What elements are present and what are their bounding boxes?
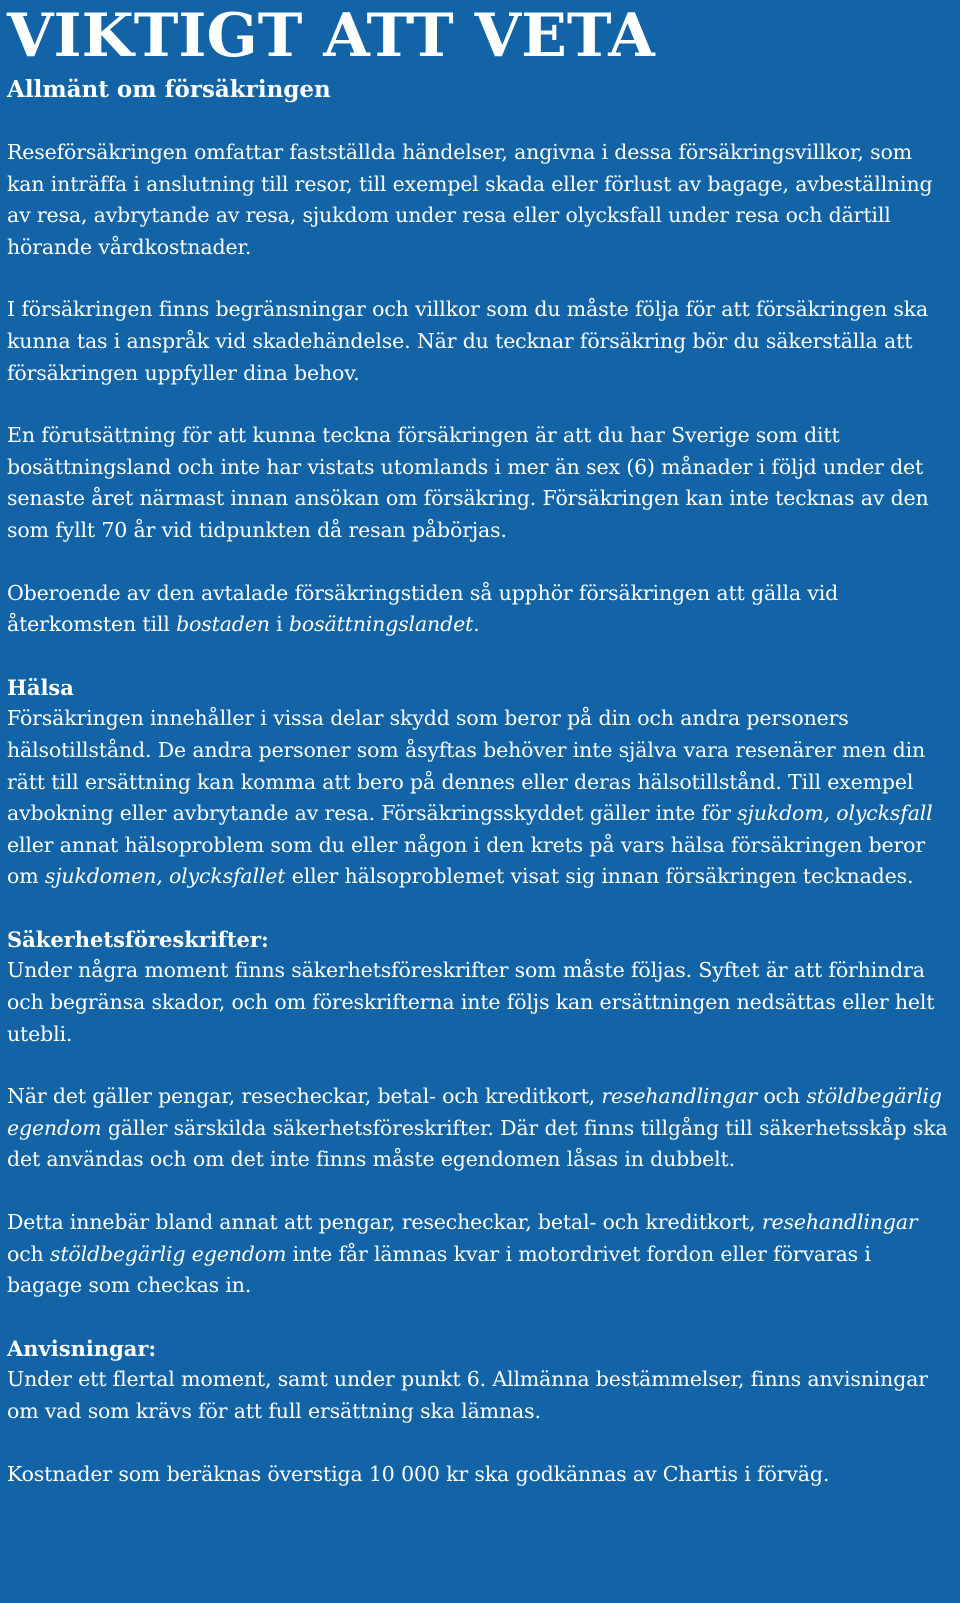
text-run: Detta innebär bland annat att pengar, resecheckar, betal- och kreditkort, bbox=[7, 1210, 762, 1235]
spacer bbox=[7, 263, 950, 294]
spacer bbox=[7, 1050, 950, 1081]
defined-term: bosättningslandet bbox=[288, 612, 474, 637]
spacer bbox=[7, 389, 950, 420]
text-run: När det gäller pengar, resecheckar, betal- och kreditkort, bbox=[7, 1084, 602, 1109]
text-run: och bbox=[7, 1241, 50, 1266]
defined-term: stöldbegärlig egendom bbox=[7, 1084, 942, 1140]
text-run: Försäkringen innehåller i vissa delar skydd som beror på din och andra personers hälsotillstånd. De andra personer som åsyftas behöver inte själva vara resenärer men din rätt till ersättning kan komma att bero på dennes eller deras hälsotillstånd. Till exempel avbokning eller avbrytande av resa. Försäkringsskyddet gäller inte för bbox=[7, 706, 926, 826]
text-run: inte får lämnas kvar i motordrivet fordon eller förvaras i bagage som checkas in. bbox=[7, 1241, 871, 1298]
paragraph-health bbox=[7, 703, 950, 893]
paragraph-instructions-2: Kostnader som beräknas överstiga 10 000 kr ska godkännas av Chartis i förväg. bbox=[7, 1461, 830, 1486]
text-run: eller annat hälsoproblem som du eller någon i den krets på vars hälsa försäkringen beror om bbox=[7, 832, 925, 889]
section-heading-general: Allmänt om försäkringen bbox=[7, 76, 331, 103]
defined-term: resehandlingar bbox=[761, 1210, 918, 1235]
section-heading-instructions: Anvisningar: bbox=[7, 1335, 157, 1361]
page-title: VIKTIGT ATT VETA bbox=[7, 1, 655, 71]
section-heading-health: Hälsa bbox=[7, 674, 74, 700]
text-run: och bbox=[757, 1084, 807, 1109]
paragraph-general-4 bbox=[7, 578, 950, 641]
paragraph-general-1: Reseförsäkringen omfattar fastställda händelser, angivna i dessa försäkringsvillkor, som kan inträffa i anslutning till resor, till exempel skada eller förlust av bagage, avbeställning av resa, avbrytande av resa, sjukdom under resa eller olycksfall under resa och därtill hörande vårdkostnader. bbox=[7, 140, 933, 259]
defined-term: sjukdom, olycksfall bbox=[737, 801, 933, 826]
paragraph-instructions-1: Under ett flertal moment, samt under punkt 6. Allmänna bestämmelser, finns anvisningar om vad som krävs för att full ersättning ska lämnas. bbox=[7, 1367, 928, 1423]
spacer bbox=[7, 106, 950, 137]
paragraph-general-2: I försäkringen finns begränsningar och villkor som du måste följa för att försäkringen ska kunna tas i anspråk vid skadehändelse. När du tecknar försäkring bör du säkerställa att försäkringen uppfyller dina behov. bbox=[7, 297, 929, 385]
paragraph-safety-1: Under några moment finns säkerhetsföreskrifter som måste följas. Syftet är att förhindra och begränsa skador, och om föreskrifterna inte följs kan ersättningen nedsättas eller helt utebli. bbox=[7, 958, 935, 1046]
paragraph-safety-3 bbox=[7, 1207, 950, 1302]
spacer bbox=[7, 1176, 950, 1207]
section-heading-safety: Säkerhetsföreskrifter: bbox=[7, 926, 269, 952]
defined-term: stöldbegärlig egendom bbox=[49, 1241, 287, 1266]
spacer bbox=[7, 547, 950, 578]
text-run: gäller särskilda säkerhetsföreskrifter. Där det finns tillgång till säkerhetsskåp ska det användas och om det inte finns måste egendomen låsas in dubbelt. bbox=[7, 1115, 948, 1172]
text-run: Oberoende av den avtalade försäkringstiden så upphör försäkringen att gälla vid återkomsten till bbox=[7, 580, 839, 637]
defined-term: sjukdomen, olycksfallet bbox=[44, 864, 286, 889]
text-run: . bbox=[473, 612, 480, 637]
text-run: i bbox=[269, 612, 289, 637]
spacer bbox=[7, 893, 950, 924]
paragraph-general-3: En förutsättning för att kunna teckna försäkringen är att du har Sverige som ditt bosättningsland och inte har vistats utomlands i mer än sex (6) månader i följd under det senaste året närmast innan ansökan om försäkring. Försäkringen kan inte tecknas av den som fyllt 70 år vid tidpunkten då resan påbörjas. bbox=[7, 423, 929, 542]
text-run: eller hälsoproblemet visat sig innan försäkringen tecknades. bbox=[285, 864, 914, 889]
spacer bbox=[7, 1302, 950, 1333]
paragraph-safety-2 bbox=[7, 1081, 950, 1176]
spacer bbox=[7, 641, 950, 672]
spacer bbox=[7, 1428, 950, 1459]
defined-term: resehandlingar bbox=[601, 1084, 758, 1109]
defined-term: bostaden bbox=[176, 612, 270, 637]
